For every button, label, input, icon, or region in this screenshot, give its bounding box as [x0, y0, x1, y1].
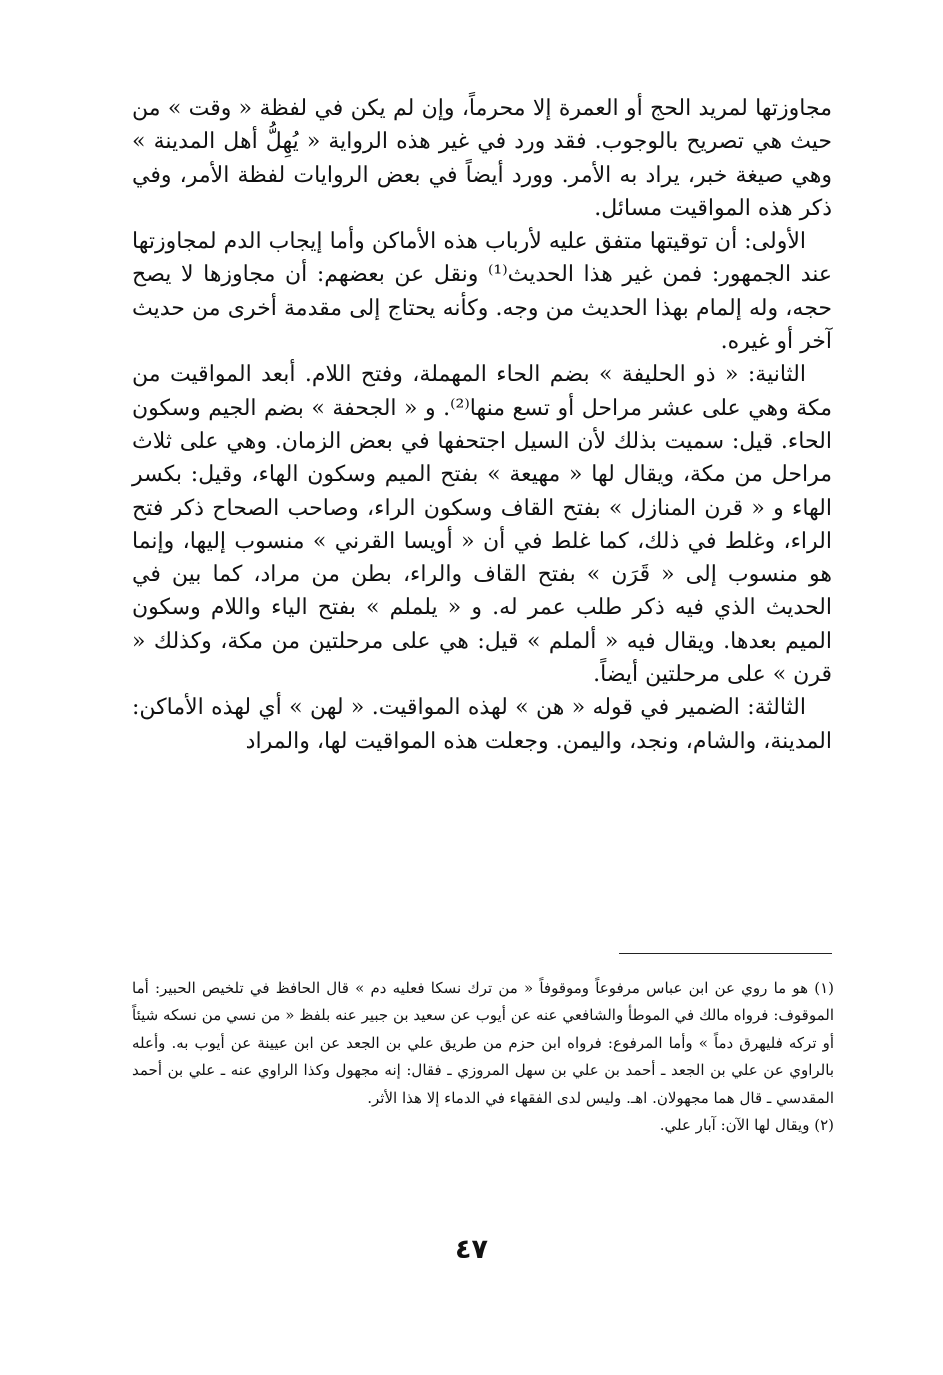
footnote-2: (٢) ويقال لها الآن: آبار علي. — [659, 1116, 834, 1135]
footnote-1: (١) هو ما روي عن ابن عباس مرفوعاً وموقوفاً « من ترك نسكا فعليه دم » قال الحافظ في تلخيص الحبير: أما الموقوف: فرواه مالك في الموطأ والشافعي عنه عن أيوب عن سعيد بن جبير عنه بلفظ « من نسي من نسكه شيئاً أو تركه فليهرق دماً » وأما المرفوع: فرواه ابن حزم من طريق علي بن الجعد عن ابن عيينة عن أيوب به. وأعله بالراوي عن علي بن الجعد ـ أحمد بن علي بن سهل المروزي ـ فقال: إنه مجهول وكذا الراوي عنه ـ علي بن أحمد المقدسي ـ قال هما مجهولان. اهـ. وليس لدى الفقهاء في الدماء إلا هذا الأثر. — [132, 979, 834, 1107]
paragraph-3: الثانية: « ذو الحليفة » بضم الحاء المهملة، وفتح اللام. أبعد المواقيت من مكة وهي على عشر مراحل أو تسع منها⁽²⁾. و « الجحفة » بضم الجيم وسكون الحاء. قيل: سميت بذلك لأن السيل اجتحفها في بعض الزمان. وهي على ثلاث مراحل من مكة، ويقال لها « مهيعة » بفتح الميم وسكون الهاء، وقيل: بكسر الهاء و « قرن المنازل » بفتح القاف وسكون الراء، وصاحب الصحاح ذكر فتح الراء، وغلط في ذلك، كما غلط في أن « أويسا القرني » منسوب إليها، وإنما هو منسوب إلى « قَرَن » بفتح القاف والراء، بطن من مراد، كما بين في الحديث الذي فيه ذكر طلب عمر له. و « يلملم » بفتح الياء واللام وسكون الميم بعدها. ويقال فيه « ألملم » قيل: هي على مرحلتين من مكة، وكذلك « قرن » على مرحلتين أيضاً. — [132, 362, 832, 688]
paragraph-2: الأولى: أن توقيتها متفق عليه لأرباب هذه الأماكن وأما إيجاب الدم لمجاوزتها عند الجمهور: فمن غير هذا الحديث⁽¹⁾ ونقل عن بعضهم: أن مجاوزها لا يصح حجه، وله إلمام بهذا الحديث من وجه. وكأنه يحتاج إلى مقدمة أخرى من حديث آخر أو غيره. — [132, 229, 833, 355]
footnote-separator — [619, 953, 832, 954]
paragraph-1: مجاوزتها لمريد الحج أو العمرة إلا محرماً، وإن لم يكن في لفظة « وقت » من حيث هي تصريح بالوجوب. فقد ورد في غير هذه الرواية « يُهِلُّ أهل المدينة » وهي صيغة خبر، يراد به الأمر. وورد أيضاً في بعض الروايات لفظة الأمر، وفي ذكر هذه المواقيت مسائل. — [132, 96, 832, 221]
footnotes — [132, 975, 834, 1139]
paragraph-4: الثالثة: الضمير في قوله « هن » لهذه المواقيت. « لهن » أي لهذه الأماكن: المدينة، والشام، ونجد، واليمن. وجعلت هذه المواقيت لها، والمراد — [132, 695, 832, 754]
page-number: ٤٧ — [455, 1234, 488, 1265]
main-text — [132, 92, 832, 758]
